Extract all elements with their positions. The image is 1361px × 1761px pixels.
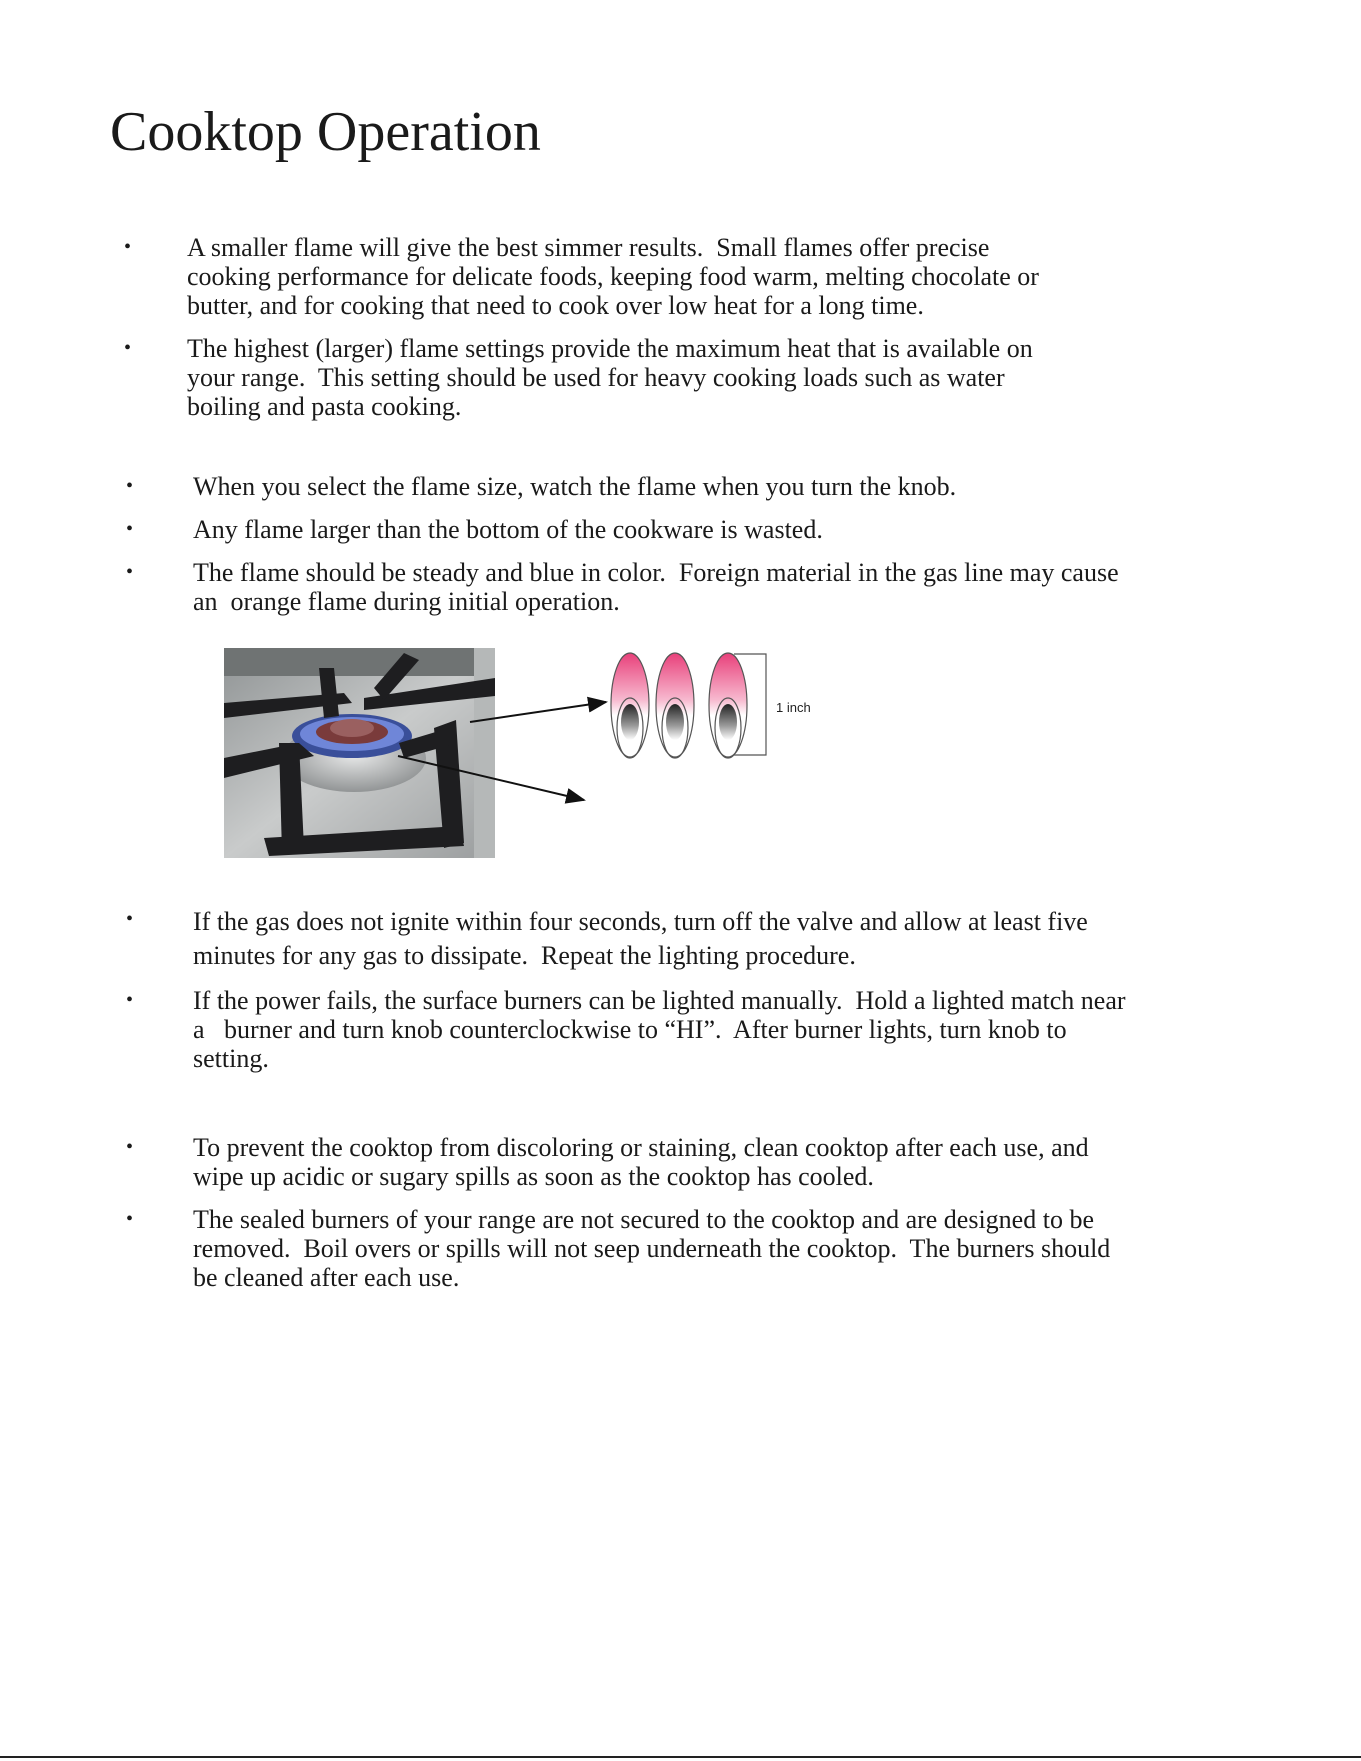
bullet-marker: • [124,337,132,359]
bullet-marker: • [124,236,132,258]
paragraph: A smaller flame will give the best simmer results. Small flames offer precise cooking performance for delicate foods, keeping food warm, melting chocolate or butter, and for cooking that need to cook over low heat for a long time. [187,233,1039,320]
bullet-marker: • [126,1136,134,1158]
bullet-marker: • [126,1208,134,1230]
dimension-label: 1 inch [776,700,811,715]
burner-photo [224,648,495,858]
bullet-marker: • [126,908,134,930]
list-item [0,1205,1253,1292]
arrow-to-flame [470,702,606,722]
paragraph: Any flame larger than the bottom of the cookware is wasted. [193,515,823,544]
bullet-marker: • [126,518,134,540]
list-item [0,515,1253,544]
list-item [0,558,1253,616]
paragraph: To prevent the cooktop from discoloring or staining, clean cooktop after each use, and wipe up acidic or sugary spills as soon as the cooktop has cooled. [193,1133,1089,1191]
list-item [0,905,1273,973]
list-item [0,986,1273,1073]
paragraph: When you select the flame size, watch the flame when you turn the knob. [193,472,957,501]
list-item [0,334,1187,421]
section-flame-size [0,233,1361,435]
dimension-bracket [734,654,766,755]
flame-shape [611,653,649,758]
list-item [0,233,1187,320]
paragraph: The highest (larger) flame settings provide the maximum heat that is available on your range. This setting should be used for heavy cooking loads such as water boiling and pasta cooking. [187,334,1033,421]
page-bottom-border [0,1756,1361,1758]
paragraph: The flame should be steady and blue in color. Foreign material in the gas line may cause an orange flame during initial operation. [193,558,1119,616]
paragraph: If the power fails, the surface burners can be lighted manually. Hold a lighted match near a burner and turn knob counterclockwise to “HI”. After burner lights, turn knob to setting. [193,986,1126,1073]
section-ignition [0,905,1361,1086]
list-item [0,472,1253,501]
page-title: Cooktop Operation [110,101,541,163]
bullet-marker: • [126,989,134,1011]
paragraph: The sealed burners of your range are not secured to the cooktop and are designed to be removed. Boil overs or spills will not seep underneath the cooktop. The burners should be cleaned after each use. [193,1205,1111,1292]
section-flame-appearance [0,472,1361,630]
bullet-marker: • [126,561,134,583]
flame-shape [656,653,694,758]
arrow-to-burner [398,756,584,800]
section-cleaning [0,1133,1361,1306]
list-item [0,1133,1253,1191]
paragraph: If the gas does not ignite within four seconds, turn off the valve and allow at least five minutes for any gas to dissipate. Repeat the lighting procedure. [193,907,1088,970]
flame-shape [709,653,747,758]
bullet-marker: • [126,475,134,497]
